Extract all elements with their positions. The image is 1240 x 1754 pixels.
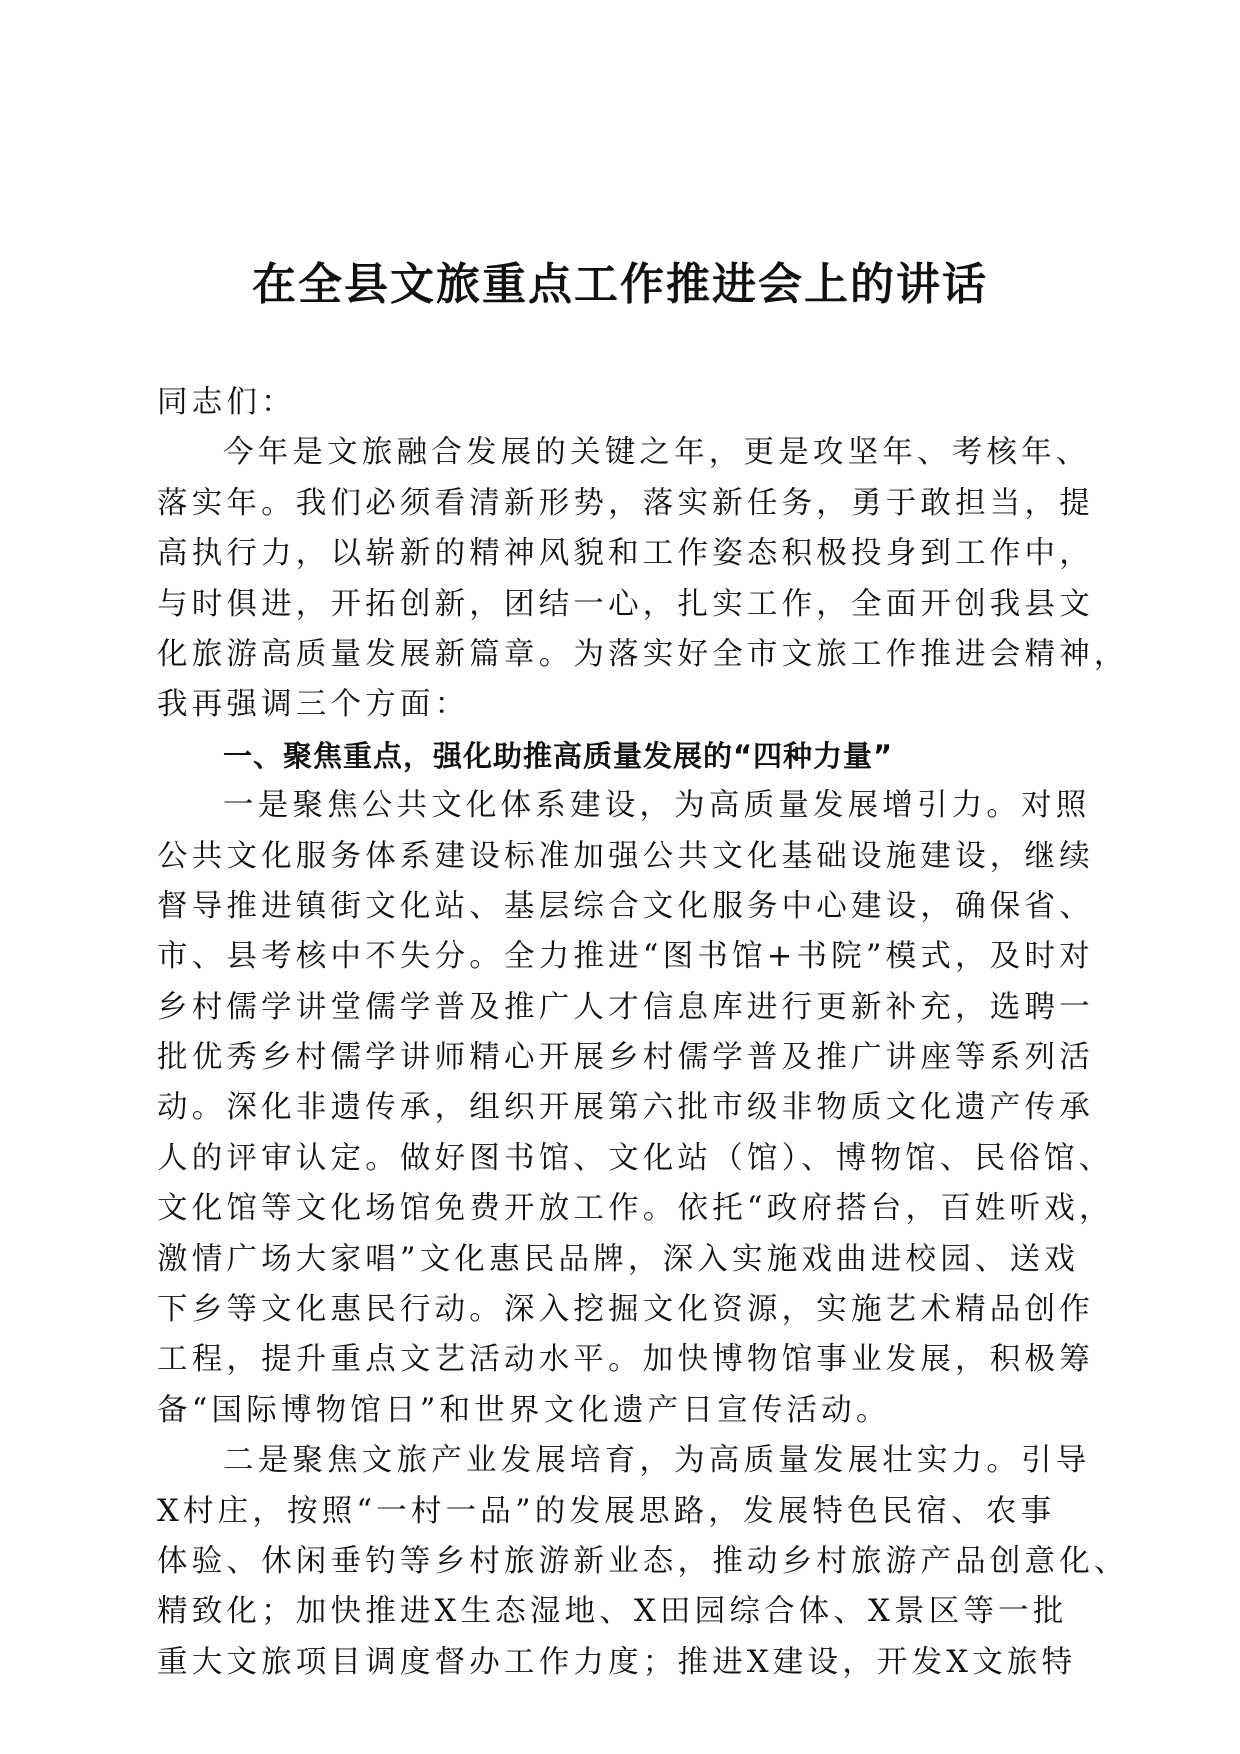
paragraph-line: 公共文化服务体系建设标准加强公共文化基础设施建设，继续 [157, 838, 1094, 874]
paragraph-line: 体验、休闲垂钓等乡村旅游新业态，推动乡村旅游产品创意化、 [157, 1543, 1129, 1579]
document-title: 在全县文旅重点工作推进会上的讲话 [252, 259, 988, 310]
section-heading: 一、聚焦重点，强化助推高质量发展的“四种力量” [223, 738, 894, 773]
paragraph-line: 下乡等文化惠民行动。深入挖掘文化资源，实施艺术精品创作 [157, 1292, 1094, 1328]
paragraph-line: 工程，提升重点文艺活动水平。加快博物馆事业发展，积极筹 [157, 1342, 1094, 1378]
salutation: 同志们： [157, 385, 296, 420]
paragraph-line: 督导推进镇街文化站、基层综合文化服务中心建设，确保省、 [157, 888, 1094, 924]
paragraph-line: 乡村儒学讲堂儒学普及推广人才信息库进行更新补充，选聘一 [157, 989, 1094, 1025]
paragraph-line: 人的评审认定。做好图书馆、文化站（馆）、博物馆、民俗馆、 [157, 1140, 1114, 1176]
paragraph-line: 今年是文旅融合发展的关键之年，更是攻坚年、考核年、 [223, 435, 1091, 471]
paragraph-line: 市、县考核中不失分。全力推进“图书馆+书院”模式，及时对 [157, 939, 1094, 975]
paragraph-line: 文化馆等文化场馆免费开放工作。依托“政府搭台，百姓听戏， [157, 1191, 1114, 1227]
paragraph-line: 一是聚焦公共文化体系建设，为高质量发展增引力。对照 [223, 788, 1091, 824]
paragraph-line: 二是聚焦文旅产业发展培育，为高质量发展壮实力。引导 [223, 1443, 1091, 1479]
paragraph-line: 精致化；加快推进X生态湿地、X田园综合体、X景区等一批 [157, 1594, 1068, 1630]
paragraph-line: 高执行力，以崭新的精神风貌和工作姿态积极投身到工作中， [157, 536, 1094, 572]
paragraph-line: 与时俱进，开拓创新，团结一心，扎实工作，全面开创我县文 [157, 586, 1094, 622]
paragraph-line: 批优秀乡村儒学讲师精心开展乡村儒学普及推广讲座等系列活 [157, 1040, 1094, 1076]
document-body [157, 378, 1129, 1688]
paragraph-line: 动。深化非遗传承，组织开展第六批市级非物质文化遗产传承 [157, 1090, 1094, 1126]
paragraph-line: 化旅游高质量发展新篇章。为落实好全市文旅工作推进会精神， [157, 636, 1129, 672]
paragraph-line: 落实年。我们必须看清新形势，落实新任务，勇于敢担当，提 [157, 485, 1094, 521]
paragraph-line: 备“国际博物馆日”和世界文化遗产日宣传活动。 [157, 1392, 891, 1428]
paragraph-line: 我再强调三个方面： [157, 687, 470, 723]
paragraph-line: 重大文旅项目调度督办工作力度；推进X建设，开发X文旅特 [157, 1644, 1077, 1680]
paragraph-line: X村庄，按照“一村一品”的发展思路，发展特色民宿、农事 [157, 1493, 1056, 1529]
paragraph-line: 激情广场大家唱”文化惠民品牌，深入实施戏曲进校园、送戏 [157, 1241, 1079, 1277]
